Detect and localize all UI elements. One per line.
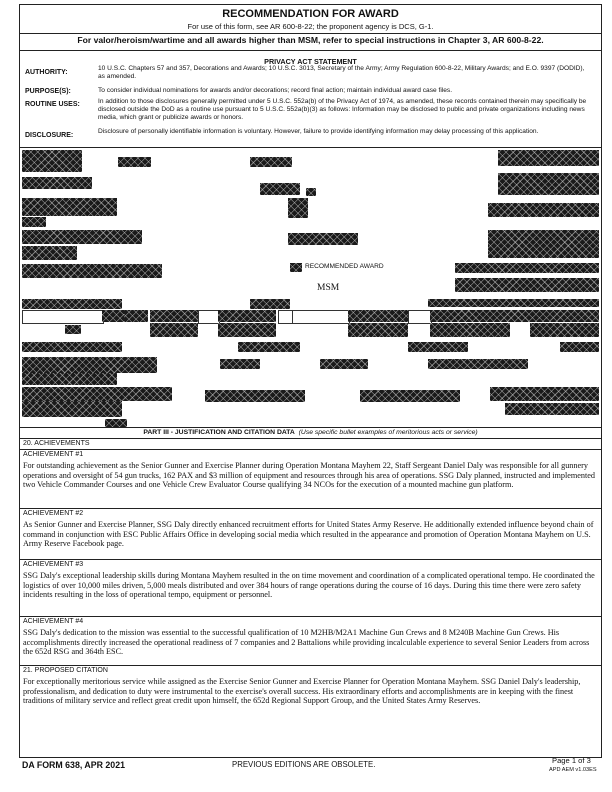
redaction-block	[22, 246, 77, 260]
achievement-2-label: ACHIEVEMENT #2	[23, 510, 84, 517]
redaction-block	[428, 299, 599, 307]
redaction-block	[22, 230, 142, 244]
redaction-block	[498, 150, 599, 166]
redaction-block	[238, 342, 300, 352]
part3-note: (Use specific bullet examples of meritorious acts or service)	[298, 429, 478, 436]
redaction-block	[220, 359, 260, 369]
disclosure-label: DISCLOSURE:	[25, 132, 74, 139]
redaction-block	[150, 323, 198, 337]
redaction-block	[105, 419, 127, 427]
form-version: APD AEM v1.03ES	[549, 767, 597, 773]
form-field	[22, 310, 104, 324]
redaction-block	[22, 177, 92, 189]
routine-uses-label: ROUTINE USES:	[25, 101, 80, 108]
redaction-block	[218, 310, 276, 322]
award-form	[19, 4, 602, 758]
achievement-4-label: ACHIEVEMENT #4	[23, 618, 84, 625]
citation-label: 21. PROPOSED CITATION	[23, 667, 108, 674]
purpose-label: PURPOSE(S):	[25, 88, 71, 95]
divider	[20, 665, 601, 666]
redaction-block	[22, 217, 46, 227]
redaction-block	[408, 342, 468, 352]
redaction-block	[22, 357, 157, 373]
privacy-heading: PRIVACY ACT STATEMENT	[264, 57, 357, 66]
redaction-block	[205, 390, 305, 402]
divider	[20, 449, 601, 450]
redaction-block	[22, 401, 122, 417]
achievement-1-text: For outstanding achievement as the Senior Gunner and Exercise Planner during Operation Montana Mayhem 22, Staff Sergeant Daniel Daly was responsible for all gunnery operations and oversight of 54 gun trucks, 162 PAX and $3 million of equipment and resources through his area of operations. SSG Daly planned, instructed and implemented two Vehicle Commander Courses and one Vehicle Crew Evaluator Course qualifying 34 NCOs for the execution of a mounted machine gun platform.	[23, 461, 596, 490]
redaction-block	[218, 323, 276, 337]
redaction-block	[150, 310, 198, 322]
redaction-block	[505, 403, 599, 415]
redaction-block	[22, 387, 172, 401]
redaction-block	[250, 299, 290, 309]
redaction-block	[348, 310, 408, 322]
redaction-block	[22, 299, 122, 309]
authority-text: 10 U.S.C. Chapters 57 and 357, Decorations and Awards; 10 U.S.C. 3013, Secretary of the Army; Army Regulation 600-8-22, Military Awards; and E.O. 9397 (DODID), as amended.	[98, 65, 585, 81]
divider	[20, 50, 601, 51]
redaction-block	[102, 310, 124, 322]
redaction-block	[22, 373, 117, 385]
form-subtitle: For use of this form, see AR 600-8-22; the proponent agency is DCS, G-1.	[187, 22, 434, 31]
redaction-block	[288, 233, 358, 245]
redaction-block	[490, 387, 599, 401]
achievements-label: 20. ACHIEVEMENTS	[23, 440, 90, 447]
editions-notice: PREVIOUS EDITIONS ARE OBSOLETE.	[232, 760, 376, 769]
redaction-block	[320, 359, 368, 369]
redaction-block	[428, 359, 528, 369]
redaction-block	[348, 323, 408, 337]
redaction-block	[250, 157, 292, 167]
part3-title: PART III - JUSTIFICATION AND CITATION DATA	[143, 429, 295, 436]
divider	[20, 438, 601, 439]
redaction-block	[360, 390, 460, 402]
redaction-block	[124, 310, 148, 322]
citation-text: For exceptionally meritorious service while assigned as the Exercise Senior Gunner and Exercise Planner for Operation Montana Mayhem. SSG Daniel Daly's leadership, professionalism, and dedication to duty were instrumental to the exercise's overall success. His extraordinary efforts and accomplishments are in keeping with the finest traditions of military service and reflect great credit upon himself, the 652d Regional Support Group, and the United States Army Reserves.	[23, 677, 581, 706]
divider	[20, 508, 601, 509]
redaction-block	[455, 278, 599, 292]
divider	[20, 559, 601, 560]
redaction-block	[455, 263, 599, 273]
form-field	[408, 310, 432, 324]
form-field	[292, 310, 350, 324]
achievement-4-text: SSG Daly's dedication to the mission was essential to the successful qualification of 10 M2HB/M2A1 Machine Gun Crews and 8 M240B Machine Gun Crews. His accomplishments directly increased the operational readiness of 7 companies and 2 Battalions while providing incalculable experience to several Senior Leaders from across the 652d RSG and 364th ESC.	[23, 628, 590, 657]
redaction-block	[306, 188, 316, 196]
redaction-block	[488, 203, 599, 217]
form-number: DA FORM 638, APR 2021	[22, 760, 125, 770]
redaction-block	[288, 198, 308, 218]
form-title: RECOMMENDATION FOR AWARD	[222, 8, 399, 20]
redaction-block	[430, 323, 510, 337]
authority-label: AUTHORITY:	[25, 69, 68, 76]
part3-heading	[20, 429, 601, 436]
redaction-block	[65, 325, 81, 334]
purpose-text: To consider individual nominations for awards and/or decorations; record final action; maintain individual award case files.	[98, 87, 453, 94]
form-field	[198, 310, 220, 324]
divider	[20, 33, 601, 34]
achievement-3-label: ACHIEVEMENT #3	[23, 561, 84, 568]
redaction-block	[260, 183, 300, 195]
redaction-block	[22, 150, 82, 172]
redaction-block	[118, 157, 151, 167]
page-number: Page 1 of 3	[552, 756, 591, 765]
redaction-block	[430, 310, 550, 322]
recommended-award-label: RECOMMENDED AWARD	[305, 263, 384, 270]
divider	[20, 616, 601, 617]
achievement-3-text: SSG Daly's exceptional leadership skills during Montana Mayhem resulted in the on time movement and coordination of a complicated operational tempo. He coordinated the logistics of over 10,000 miles driven, 5,000 meals distributed and over 384 hours of range operations during the course of 16 days. During this time there were zero safety incidents resulting in the loss of operational tempo, equipment or personnel.	[23, 571, 595, 600]
redaction-block	[498, 173, 599, 195]
divider	[20, 147, 601, 148]
redaction-block	[530, 323, 599, 337]
redaction-block	[488, 230, 599, 258]
redaction-block	[22, 264, 162, 278]
redaction-block	[22, 342, 122, 352]
routine-uses-text: In addition to those disclosures generally permitted under 5 U.S.C. 552a(b) of the Privacy Act of 1974, as amended, these records contained therein may specifically be disclosed outside the DoD as a routine use pursuant to 5 U.S.C. 552a(b)(3) as follows: Information may be disclosed to public and private organizations including news media, which grant or publicize awards or honors.	[98, 98, 587, 122]
redaction-block	[560, 342, 599, 352]
redaction-block	[22, 198, 117, 216]
achievement-1-label: ACHIEVEMENT #1	[23, 451, 84, 458]
redaction-checkbox	[290, 263, 302, 272]
disclosure-text: Disclosure of personally identifiable information is voluntary. However, failure to provide identifying information may delay processing of this application.	[98, 128, 539, 135]
achievement-2-text: As Senior Gunner and Exercise Planner, SSG Daly directly enhanced recruitment efforts for United States Army Reserve. He additionally extended influence beyond chain of command in conjunction with ESC Public Affairs Office in developing social media which resulted in the appearance and promotion of Operation Montana Mayhem on U.S. Army Reserve Facebook page.	[23, 520, 594, 549]
redaction-block	[550, 310, 599, 322]
valor-notice: For valor/heroism/wartime and all awards higher than MSM, refer to special instructions in Chapter 3, AR 600-8-22.	[77, 35, 544, 45]
recommended-award-value: MSM	[317, 283, 340, 293]
divider	[20, 427, 601, 428]
